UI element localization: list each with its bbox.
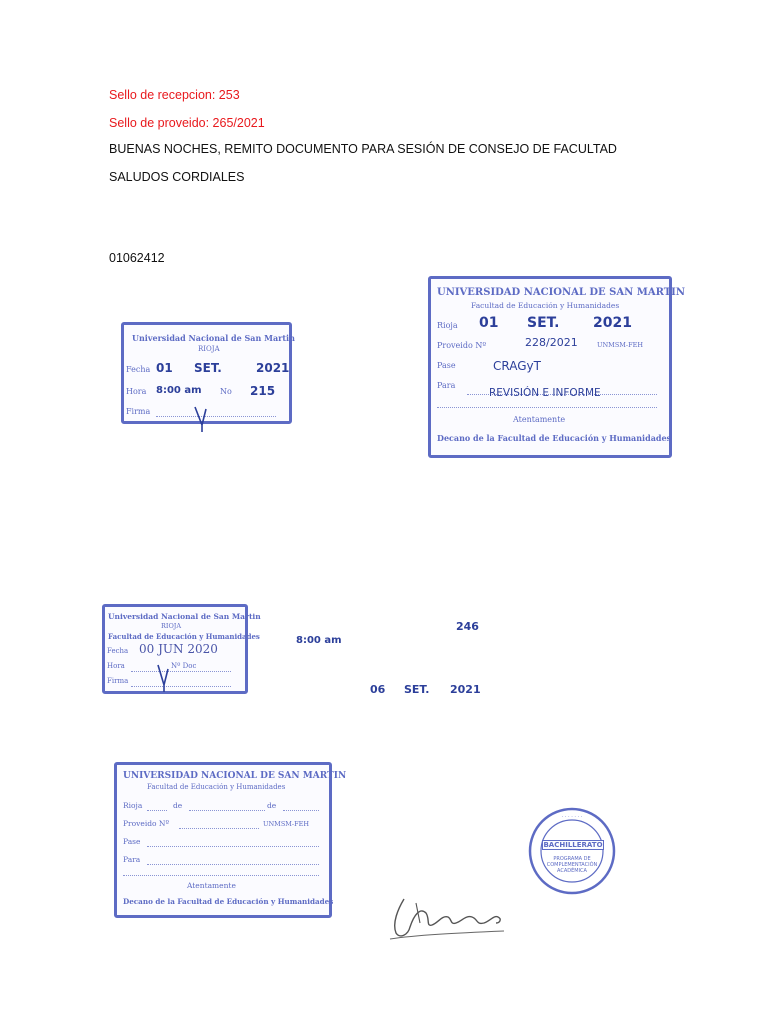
seal-line3: ACADÉMICA [557, 868, 587, 874]
stamp-dean-line: Decano de la Facultad de Educación y Humanidades [123, 897, 334, 906]
stamp-hora-label: Hora [126, 387, 147, 396]
stamp-atentamente: Atentamente [513, 415, 566, 424]
stamp-year: 2021 [256, 361, 290, 375]
stamp-faculty: Facultad de Educación y Humanidades [147, 783, 286, 791]
stamp-unmsm: UNMSM-FEH [597, 341, 644, 349]
stamp-de-label: de [267, 801, 277, 810]
blank-proveido-stamp [114, 762, 347, 918]
bachillerato-seal [527, 806, 617, 896]
stamp-day: 01 [479, 315, 499, 331]
stamp-year: 2021 [593, 315, 632, 331]
stamp-para-label: Para [437, 381, 456, 390]
greeting-line: SALUDOS CORDIALES [109, 170, 245, 184]
stamp-university-title: Universidad Nacional de San Martin [132, 333, 295, 343]
loose-time: 8:00 am [296, 635, 342, 646]
seal-line2: COMPLEMENTACIÓN [546, 862, 598, 868]
old-reception-stamp [102, 604, 261, 694]
message-line: BUENAS NOCHES, REMITO DOCUMENTO PARA SESIÓN DE CONSEJO DE FACULTAD [109, 142, 617, 156]
stamp-city: RIOJA [198, 345, 220, 353]
svg-text:· · · · · · ·: · · · · · · · [561, 814, 583, 820]
seal-line1: PROGRAMA DE [553, 856, 591, 862]
seal-center-label: BACHILLERATO [543, 841, 603, 849]
round-seal-icon [527, 806, 617, 896]
loose-month: SET. [404, 683, 430, 696]
signature-mark-icon [155, 663, 175, 693]
stamp-date: 00 JUN 2020 [139, 642, 218, 656]
stamp-pase-label: Pase [437, 361, 456, 370]
stamp-fecha-label: Fecha [107, 647, 129, 655]
stamp-unmsm: UNMSM-FEH [263, 820, 310, 828]
stamp-rioja-label: Rioja [437, 321, 458, 330]
stamp-firma-label: Firma [126, 407, 151, 416]
stamp-university-title: Universidad Nacional de San Martin [108, 612, 261, 621]
stamp-para-label: Para [123, 855, 141, 864]
stamp-month: SET. [194, 361, 222, 375]
proveido-stamp-line: Sello de proveido: 265/2021 [109, 116, 265, 130]
stamp-university-title: UNIVERSIDAD NACIONAL DE SAN MARTIN [437, 287, 685, 298]
document-code: 01062412 [109, 251, 165, 265]
stamp-dean-line: Decano de la Facultad de Educación y Humanidades [437, 433, 672, 443]
proveido-stamp [428, 276, 685, 458]
stamp-no-label: No [220, 387, 232, 396]
stamp-doc-label: Nº Doc [171, 662, 197, 670]
signature-mark-icon [192, 405, 214, 433]
stamp-para-value: REVISIÓN E INFORME [489, 387, 601, 399]
reception-stamp [121, 322, 295, 424]
reception-stamp-line: Sello de recepcion: 253 [109, 88, 240, 102]
stamp-faculty: Facultad de Educación y Humanidades [108, 632, 260, 641]
stamp-city: RIOJA [161, 622, 182, 630]
loose-day: 06 [370, 683, 386, 696]
stamp-month: SET. [527, 315, 560, 331]
handwritten-signature-icon [386, 893, 510, 945]
stamp-pase-label: Pase [123, 837, 141, 846]
loose-year: 2021 [450, 683, 481, 696]
stamp-number: 215 [250, 384, 276, 398]
stamp-firma-label: Firma [107, 677, 129, 685]
stamp-pase-value: CRAGyT [493, 359, 541, 373]
stamp-day: 01 [156, 361, 173, 375]
stamp-time: 8:00 am [156, 385, 202, 396]
stamp-university-title: UNIVERSIDAD NACIONAL DE SAN MARTIN [123, 771, 347, 781]
stamp-de-label: de [173, 801, 183, 810]
stamp-faculty: Facultad de Educación y Humanidades [471, 301, 620, 310]
stamp-fecha-label: Fecha [126, 365, 151, 374]
stamp-atentamente: Atentamente [187, 881, 236, 890]
loose-number: 246 [456, 620, 479, 633]
stamp-rioja-label: Rioja [123, 801, 143, 810]
stamp-hora-label: Hora [107, 662, 125, 670]
stamp-proveido-label: Proveido Nº [123, 819, 170, 828]
stamp-proveido-number: 228/2021 [525, 336, 578, 349]
stamp-proveido-label: Proveido Nº [437, 341, 487, 350]
